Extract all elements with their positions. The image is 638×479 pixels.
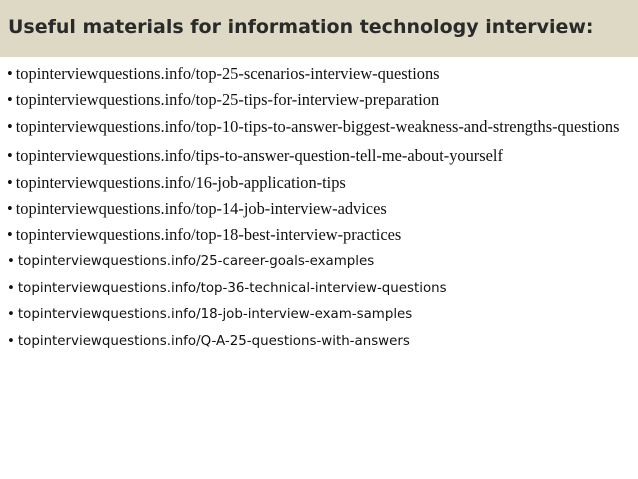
list-item [7,249,627,276]
bullet-icon: • [7,307,15,323]
resource-link[interactable]: topinterviewquestions.info/top-25-scenarios-interview-questions [15,64,440,83]
list-item [7,170,627,196]
bullet-icon: • [7,64,13,83]
list-item [7,114,627,143]
list-item [7,143,627,169]
resource-link[interactable]: topinterviewquestions.info/Q-A-25-questions-with-answers [17,334,410,350]
resource-link[interactable]: topinterviewquestions.info/top-18-best-interview-practices [15,225,402,245]
resource-link[interactable]: topinterviewquestions.info/top-25-tips-for-interview-preparation [15,90,440,110]
bullet-icon: • [7,225,13,245]
resource-link[interactable]: topinterviewquestions.info/18-job-interview-exam-samples [17,307,413,323]
bullet-icon: • [7,116,13,136]
list-item [7,196,627,222]
bullet-icon: • [7,334,15,350]
list-item [7,302,627,329]
bullet-icon: • [7,199,13,219]
list-item [7,61,627,87]
list-item [7,276,627,303]
bullet-icon: • [7,253,15,269]
resource-link[interactable]: topinterviewquestions.info/16-job-application-tips [15,172,346,192]
list-item [7,222,627,248]
list-item [7,329,627,356]
resource-link[interactable]: topinterviewquestions.info/top-36-technical-interview-questions [17,280,447,296]
resource-link[interactable]: topinterviewquestions.info/top-10-tips-to-answer-biggest-weakness-and-strengths-questions [15,116,620,136]
resource-link[interactable]: topinterviewquestions.info/top-14-job-interview-advices [15,199,387,219]
list-item [7,87,627,113]
bullet-icon: • [7,90,13,110]
resource-link[interactable]: topinterviewquestions.info/25-career-goals-examples [17,253,375,269]
bullet-icon: • [7,172,13,192]
bullet-icon: • [7,146,13,166]
resource-link[interactable]: topinterviewquestions.info/tips-to-answer-question-tell-me-about-yourself [15,146,503,166]
title-banner [0,0,638,57]
page-title: Useful materials for information technology interview: [8,16,594,38]
bullet-icon: • [7,280,15,296]
materials-link-list [7,61,627,356]
